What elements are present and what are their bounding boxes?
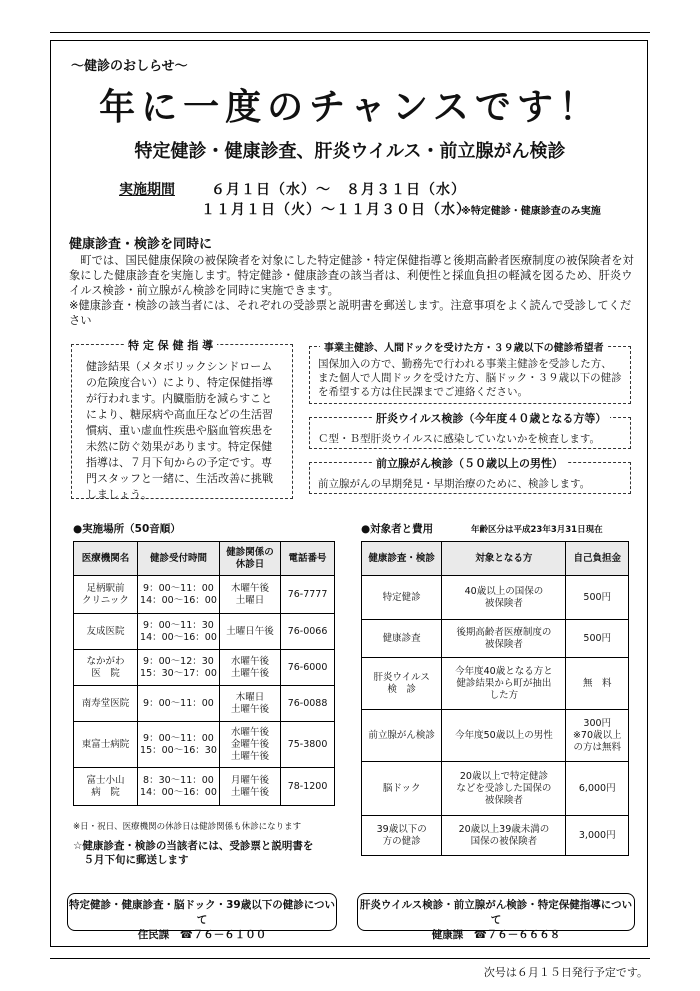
table-row <box>362 816 629 856</box>
tgt-cell-who: 20歳以上39歳未満の 国保の被保険者 <box>442 816 566 856</box>
tgt-cell-exam: 39歳以下の 方の健診 <box>362 816 442 856</box>
table-row <box>74 768 335 806</box>
table-row <box>362 658 629 710</box>
targets-table <box>361 541 629 856</box>
table-row <box>362 620 629 658</box>
period-line-2-note: ※特定健診・健康診査のみ実施 <box>461 206 601 217</box>
loc-cell-time: 9：00～11：00 14：00～16：00 <box>137 576 219 614</box>
loc-header-phone: 電話番号 <box>281 542 335 576</box>
tgt-cell-exam: 肝炎ウイルス 検 診 <box>362 658 442 710</box>
table-row <box>74 722 335 768</box>
loc-cell-phone: 76-0088 <box>281 686 335 722</box>
tgt-cell-exam: 健康診査 <box>362 620 442 658</box>
tgt-cell-who: 今年度50歳以上の男性 <box>442 710 566 762</box>
loc-cell-closed: 土曜日午後 <box>219 614 280 650</box>
contact-resident-phone: 住民課 ☎７６－６１００ <box>137 929 267 941</box>
tgt-cell-fee: 無 料 <box>566 658 629 710</box>
loc-cell-name: 富士小山 病 院 <box>74 768 138 806</box>
tgt-cell-exam: 特定健診 <box>362 576 442 620</box>
tgt-cell-fee: 500円 <box>566 576 629 620</box>
employer-text: 国保加入の方で、勤務先で行われる事業主健診を受診した方、また個人で人間ドックを受けた方、脳ドック・３９歳以下の健診を希望する方は住民課までご連絡ください。 <box>318 358 622 398</box>
loc-cell-closed: 木曜日 土曜午後 <box>219 686 280 722</box>
bottom-rule <box>50 958 650 959</box>
intro-paragraph: 町では、国民健康保険の被保険者を対象にした特定健診・特定保健指導と後期高齢者医療制度の被保険者を対象にした健康診査を実施します。特定健診・健康診査の該当者は、利便性と採血負担の軽減を図るため、肝炎ウイルス検診・前立腺がん検診を同時に実施できます。 <box>69 254 634 297</box>
table-row <box>74 614 335 650</box>
prostate-text: 前立腺がんの早期発見・早期治療のために、検診します。 <box>318 478 591 490</box>
loc-header-closed: 健診関係の休診日 <box>219 542 280 576</box>
notice-kicker: ～健診のおしらせ～ <box>71 59 188 74</box>
loc-cell-phone: 78-1200 <box>281 768 335 806</box>
table-row <box>362 576 629 620</box>
period-label: 実施期間 <box>119 182 175 198</box>
tgt-cell-who: 40歳以上の国保の 被保険者 <box>442 576 566 620</box>
employer-box <box>309 343 631 404</box>
contact-resident-topic: 特定健診・健康診査・脳ドック・39歳以下の健診について <box>69 899 335 926</box>
hepatitis-text: Ｃ型・Ｂ型肝炎ウイルスに感染していないかを検査します。 <box>318 433 601 445</box>
loc-header-name: 医療機関名 <box>74 542 138 576</box>
tgt-cell-fee: 500円 <box>566 620 629 658</box>
locations-table <box>73 541 335 806</box>
contact-box-resident <box>67 893 337 941</box>
tokutei-box <box>71 339 293 501</box>
prostate-title: 前立腺がん検診（５０歳以上の男性） <box>372 455 567 471</box>
mailing-note: ☆健康診査・検診の当該者には、受診票と説明書を ５月下旬に郵送します <box>73 840 314 866</box>
loc-header-time: 健診受付時間 <box>137 542 219 576</box>
intro-note: ※健康診査・検診の該当者には、それぞれの受診票と説明書を郵送します。注意事項をよく読んで受診してください <box>69 299 632 327</box>
tgt-cell-who: 20歳以上で特定健診 などを受診した国保の 被保険者 <box>442 762 566 816</box>
loc-cell-time: 8：30～11：00 14：00～16：00 <box>137 768 219 806</box>
targets-heading-note: 年齢区分は平成23年3月31日現在 <box>471 525 603 535</box>
tgt-header-exam: 健康診査・検診 <box>362 542 442 576</box>
period-line-2: １１月１日（火）～１１月３０日（水） <box>201 202 471 218</box>
loc-cell-closed: 水曜午後 土曜午後 <box>219 650 280 686</box>
tgt-header-who: 対象となる方 <box>442 542 566 576</box>
locations-note: ※日・祝日、医療機関の休診日は健診関係も休診になります <box>73 822 302 832</box>
period-line-1: ６月１日（水）～ ８月３１日（水） <box>211 182 466 198</box>
subtitle: 特定健診・健康診査、肝炎ウイルス・前立腺がん検診 <box>134 141 566 162</box>
loc-cell-closed: 月曜午後 土曜午後 <box>219 768 280 806</box>
section-heading: 健康診査・検診を同時に <box>69 237 213 252</box>
tgt-cell-who: 後期高齢者医療制度の 被保険者 <box>442 620 566 658</box>
tgt-cell-exam: 前立腺がん検診 <box>362 710 442 762</box>
loc-cell-phone: 76-7777 <box>281 576 335 614</box>
tgt-header-fee: 自己負担金 <box>566 542 629 576</box>
loc-cell-phone: 75-3800 <box>281 722 335 768</box>
top-rule <box>50 32 650 33</box>
loc-cell-time: 9：00～12：30 15：30～17：00 <box>137 650 219 686</box>
tgt-cell-fee: 300円 ※70歳以上 の方は無料 <box>566 710 629 762</box>
loc-cell-phone: 76-6000 <box>281 650 335 686</box>
tgt-cell-fee: 6,000円 <box>566 762 629 816</box>
loc-cell-closed: 木曜午後 土曜日 <box>219 576 280 614</box>
table-row <box>74 686 335 722</box>
tokutei-title: 特 定 保 健 指 導 <box>124 337 217 353</box>
loc-cell-time: 9：00～11：00 <box>137 686 219 722</box>
loc-cell-name: 東富士病院 <box>74 722 138 768</box>
loc-cell-closed: 水曜午後 金曜午後 土曜午後 <box>219 722 280 768</box>
loc-cell-name: なかがわ 医 院 <box>74 650 138 686</box>
notice-frame <box>50 40 648 947</box>
table-row <box>74 576 335 614</box>
intro-text <box>69 253 635 328</box>
loc-cell-phone: 76-0066 <box>281 614 335 650</box>
tgt-cell-who: 今年度40歳となる方と 健診結果から町が抽出 した方 <box>442 658 566 710</box>
table-row <box>74 650 335 686</box>
employer-title: 事業主健診、人間ドックを受けた方・３９歳以下の健診希望者 <box>320 339 608 354</box>
tgt-cell-exam: 脳ドック <box>362 762 442 816</box>
locations-heading: ●実施場所（50音順） <box>73 523 181 535</box>
loc-cell-name: 友成医院 <box>74 614 138 650</box>
loc-cell-name: 南寿堂医院 <box>74 686 138 722</box>
footer-note: 次号は６月１５日発行予定です。 <box>483 966 648 979</box>
hepatitis-box <box>309 412 631 449</box>
loc-cell-name: 足柄駅前 クリニック <box>74 576 138 614</box>
loc-cell-time: 9：00～11：00 15：00～16：30 <box>137 722 219 768</box>
contact-box-health <box>357 893 635 941</box>
hepatitis-title: 肝炎ウイルス検診（今年度４０歳となる方等） <box>372 410 610 426</box>
contact-health-topic: 肝炎ウイルス検診・前立腺がん検診・特定保健指導について <box>359 899 633 926</box>
loc-cell-time: 9：00～11：30 14：00～16：00 <box>137 614 219 650</box>
tokutei-text: 健診結果（メタボリックシンドロームの危険度合い）により、特定保健指導が行われます。内臓脂肪を減らすことにより、糖尿病や高血圧などの生活習慣病、重い虚血性疾患や脳血管疾患を未然に防ぐ効果があります。特定保健指導は、７月下旬からの予定です。専門スタッフと一緒に、生活改善に挑戦しましょう。 <box>86 360 273 501</box>
table-row <box>362 762 629 816</box>
prostate-box <box>309 457 631 494</box>
targets-heading: ●対象者と費用 <box>361 523 434 535</box>
main-title: 年に一度のチャンスです！ <box>99 87 601 128</box>
table-row <box>362 710 629 762</box>
tgt-cell-fee: 3,000円 <box>566 816 629 856</box>
contact-health-phone: 健康課 ☎７６－６６６８ <box>431 929 561 941</box>
